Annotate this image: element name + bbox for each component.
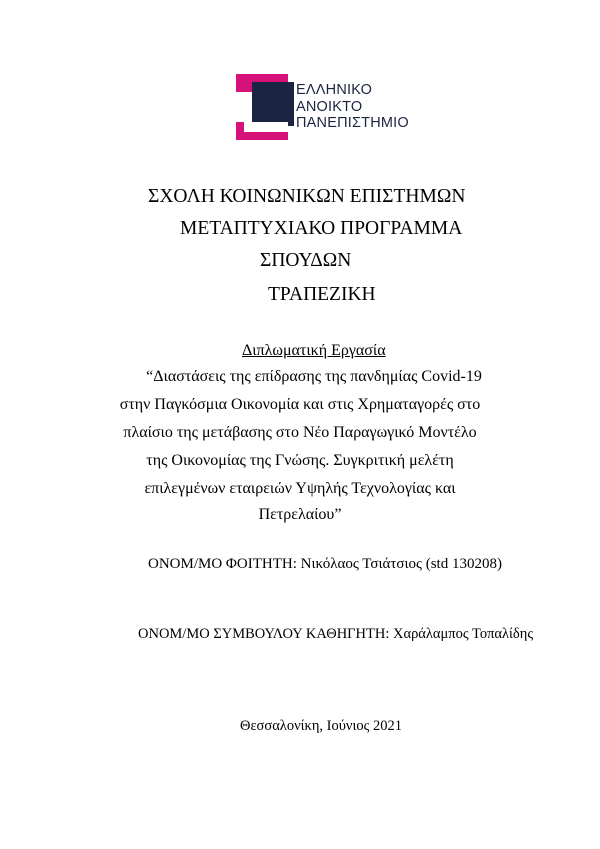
thesis-title-line: της Οικονομίας της Γνώσης. Συγκριτική μελέτη: [146, 452, 454, 469]
thesis-title-line: Πετρελαίου”: [258, 506, 342, 523]
logo-line: ΑΝΟΙΚΤΟ: [296, 98, 363, 115]
university-logo: [230, 74, 410, 140]
student-name: ΟΝΟΜ/ΜΟ ΦΟΙΤΗΤΗ: Νικόλαος Τσιάτσιος (std 130208): [148, 556, 502, 572]
thesis-title-line: επιλεγμένων εταιρειών Υψηλής Τεχνολογίας και: [144, 480, 456, 497]
logo-wordmark: [296, 82, 409, 132]
thesis-title-line: “Διαστάσεις της επίδρασης της πανδημίας Covid-19: [146, 368, 482, 385]
school-name: ΣΧΟΛΗ ΚΟΙΝΩΝΙΚΩΝ ΕΠΙΣΤΗΜΩΝ: [148, 186, 466, 207]
supervisor-name: ΟΝΟΜ/ΜΟ ΣΥΜΒΟΥΛΟΥ ΚΑΘΗΓΗΤΗ: Χαράλαμπος Τοπαλίδης: [138, 626, 534, 642]
program-title-line1: ΜΕΤΑΠΤΥΧΙΑΚΟ ΠΡΟΓΡΑΜΜΑ: [180, 218, 463, 239]
logo-line: ΕΛΛΗΝΙΚΟ: [296, 82, 373, 98]
logo-line: ΠΑΝΕΠΙΣΤΗΜΙΟ: [296, 115, 409, 131]
thesis-title-line: πλαίσιο της μετάβασης στο Νέο Παραγωγικό Μοντέλο: [123, 424, 477, 441]
logo-mark-icon: [230, 74, 294, 140]
thesis-label: Διπλωματική Εργασία: [242, 342, 386, 359]
specialization: ΤΡΑΠΕΖΙΚΗ: [268, 284, 376, 305]
program-title-line2: ΣΠΟΥΔΩΝ: [260, 250, 352, 271]
thesis-title-line: στην Παγκόσμια Οικονομία και στις Χρηματαγορές στο: [119, 396, 481, 413]
place-date: Θεσσαλονίκη, Ιούνιος 2021: [240, 718, 402, 734]
